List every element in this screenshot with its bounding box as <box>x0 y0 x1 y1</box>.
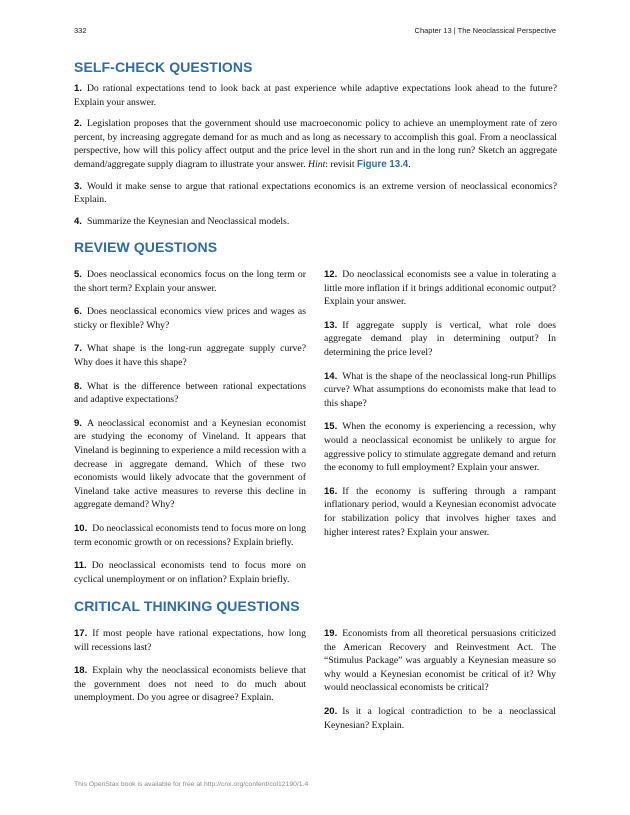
question-14 <box>324 370 556 411</box>
question-12 <box>324 268 556 309</box>
question-text: What is the shape of the neoclassical long-run Phillips curve? What assumptions do economists make that lead to this shape? <box>324 370 556 409</box>
question-3 <box>74 180 557 207</box>
review-heading: REVIEW QUESTIONS <box>74 239 218 255</box>
question-19 <box>324 627 556 695</box>
critical-left-column <box>74 627 306 715</box>
review-right-column <box>324 268 556 549</box>
question-15 <box>324 420 556 474</box>
question-number: 3. <box>74 180 82 192</box>
question-17 <box>74 627 306 654</box>
question-4 <box>74 215 557 229</box>
question-number: 20. <box>324 705 338 717</box>
question-number: 1. <box>74 83 82 94</box>
question-text: Economists from all theoretical persuasions criticized the American Recovery and Reinvestment Act. The “Stimulus Package” was arguably a Keynesian measure so why would a Keynesian economist be critical of it? Why would neoclassical economists be critical? <box>324 628 556 694</box>
question-text: A neoclassical economist and a Keynesian economist are studying the economy of Vineland. It appears that Vineland is beginning to experience a mild recession with a decrease in aggregate demand. Which of these two economists would likely advocate that the government of Vineland take active measures to reverse this decline in aggregate demand? Why? <box>74 417 306 511</box>
question-number: 9. <box>74 417 82 429</box>
critical-right-column <box>324 627 556 742</box>
question-text: When the economy is experiencing a recession, why would a neoclassical economist be unlikely to argue for aggressive policy to stimulate aggregate demand and return the economy to full employment? Explain your answer. <box>324 421 556 474</box>
question-text: Do neoclassical economists tend to focus more on cyclical unemployment or on inflation? Explain briefly. <box>74 560 306 585</box>
question-number: 2. <box>74 118 82 130</box>
question-2 <box>74 117 557 171</box>
footer-note: This OpenStax book is available for free at http://cnx.org/content/col12190/1.4 <box>74 781 309 788</box>
question-number: 19. <box>324 628 338 639</box>
question-7 <box>74 342 306 369</box>
question-10 <box>74 522 306 549</box>
question-text: Is it a logical contradiction to be a neoclassical Keynesian? Explain. <box>324 705 556 731</box>
question-number: 16. <box>324 485 338 497</box>
question-text: Would it make sense to argue that rational expectations economics is an extreme version of neoclassical economics? Explain. <box>74 180 557 206</box>
question-number: 12. <box>324 269 338 280</box>
running-head: Chapter 13 | The Neoclassical Perspective <box>414 26 556 35</box>
question-text: Explain why the neoclassical economists believe that the government does not need to do much about unemployment. Do you agree or disagree? Explain. <box>74 665 306 704</box>
question-text: What shape is the long-run aggregate supply curve? Why does it have this shape? <box>74 343 306 368</box>
review-left-column <box>74 268 306 596</box>
self-check-list <box>74 82 557 228</box>
question-number: 13. <box>324 319 338 331</box>
self-check-heading: SELF-CHECK QUESTIONS <box>74 59 253 75</box>
question-6 <box>74 305 306 332</box>
question-text: Summarize the Keynesian and Neoclassical models. <box>86 215 290 227</box>
question-number: 18. <box>74 665 88 677</box>
question-text: If most people have rational expectations, how long will recessions last? <box>74 628 306 653</box>
question-number: 11. <box>74 560 87 572</box>
question-number: 8. <box>74 380 82 392</box>
question-number: 17. <box>74 628 88 639</box>
question-number: 10. <box>74 522 88 534</box>
question-5 <box>74 268 306 295</box>
question-text: If aggregate supply is vertical, what role does aggregate demand play in determining output? In determining the price level? <box>324 319 556 358</box>
question-text: Do neoclassical economists tend to focus more on long term economic growth or on recessions? Explain briefly. <box>74 522 306 548</box>
question-text: Does neoclassical economics focus on the long term or the short term? Explain your answer. <box>74 269 306 294</box>
question-13 <box>324 319 556 360</box>
question-20 <box>324 705 556 732</box>
question-text: Does neoclassical economics view prices and wages as sticky or flexible? Why? <box>74 306 306 331</box>
critical-thinking-heading: CRITICAL THINKING QUESTIONS <box>74 598 300 614</box>
question-1 <box>74 82 557 109</box>
question-text: Legislation proposes that the government should use macroeconomic policy to achieve an unemployment rate of zero percent, by increasing aggregate demand for as much and as long as necessary to accomplish this goal. From a neoclassical perspective, how will this policy affect output and the price level in the short run and in the long run? Sketch an aggregate demand/aggregate supply diagram to illustrate your answer. <box>74 118 557 170</box>
question-11 <box>74 559 306 586</box>
page-number: 332 <box>74 26 87 35</box>
question-text: What is the difference between rational expectations and adaptive expectations? <box>74 380 306 406</box>
question-number: 14. <box>324 370 338 382</box>
hint-text: : revisit <box>325 158 358 170</box>
figure-link[interactable]: Figure 13.4 <box>357 158 409 170</box>
question-18 <box>74 664 306 705</box>
question-text: Do neoclassical economists see a value in tolerating a little more inflation if it brings additional economic output? Explain your answer. <box>324 269 556 308</box>
question-number: 4. <box>74 215 82 227</box>
question-number: 6. <box>74 306 82 318</box>
question-16 <box>324 485 556 539</box>
question-number: 15. <box>324 421 338 433</box>
question-number: 7. <box>74 343 82 355</box>
question-8 <box>74 380 306 407</box>
question-text: If the economy is suffering through a rampant inflationary period, would a Keynesian economist advocate for stabilization policy that involves higher taxes and higher interest rates? Explain your answer. <box>324 485 556 538</box>
question-text-end: . <box>408 158 411 170</box>
hint-label: Hint <box>308 158 326 170</box>
question-number: 5. <box>74 269 82 280</box>
question-9 <box>74 417 306 512</box>
question-text: Do rational expectations tend to look back at past experience while adaptive expectations look ahead to the future? Explain your answer. <box>74 83 557 108</box>
